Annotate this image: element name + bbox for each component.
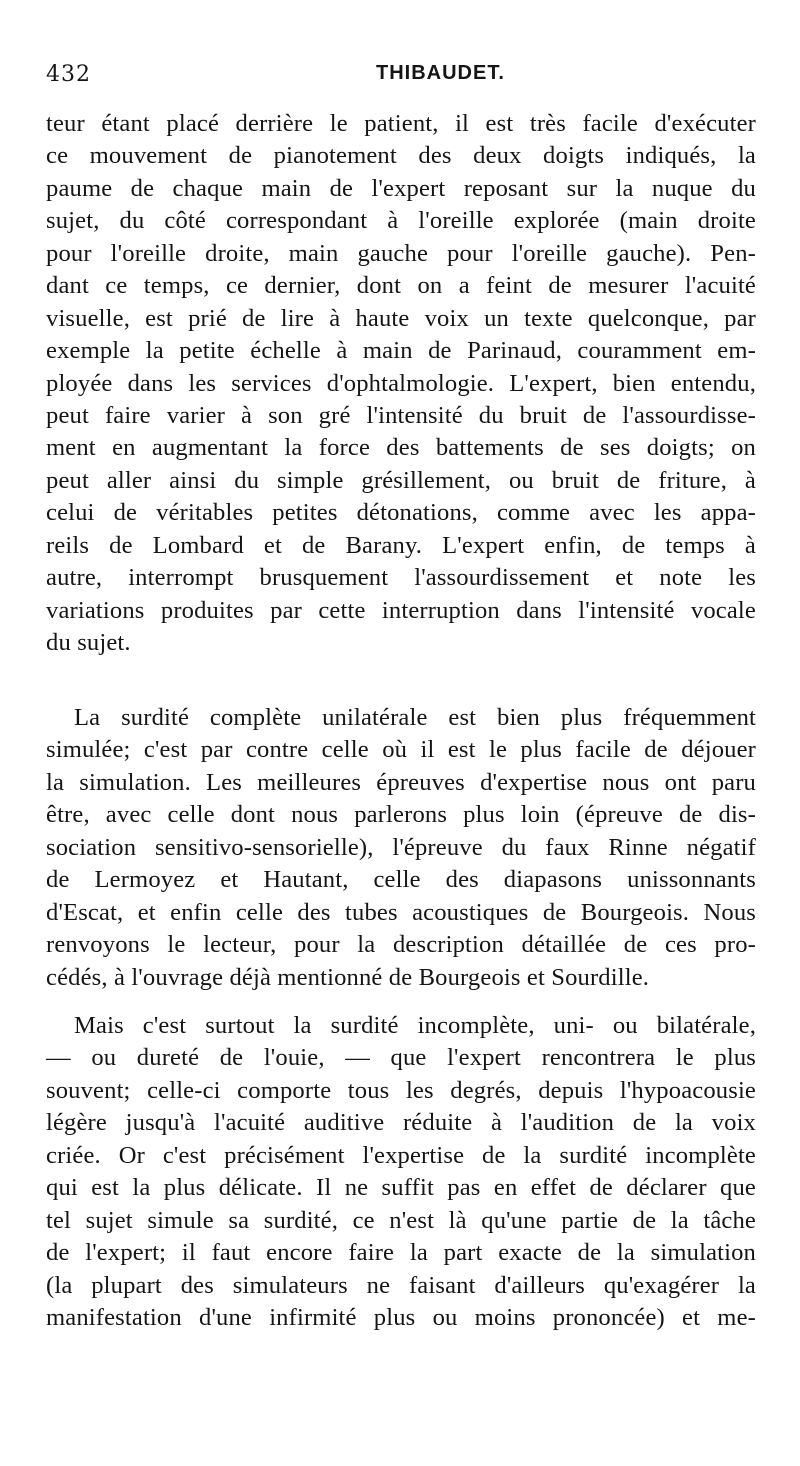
text-line: teur étant placé derrière le patient, il est très facile d'exécuter bbox=[46, 110, 756, 137]
text-line: renvoyons le lecteur, pour la description détaillée de ces pro- bbox=[46, 931, 756, 959]
text-line: du sujet. bbox=[46, 629, 131, 656]
text-line: La surdité complète unilatérale est bien plus fréquemment bbox=[74, 704, 756, 731]
text-line: peut aller ainsi du simple grésillement, ou bruit de friture, à bbox=[46, 466, 756, 494]
running-head: THIBAUDET. bbox=[376, 62, 505, 84]
text-line: — ou dureté de l'ouie, — que l'expert rencontrera le plus bbox=[46, 1044, 756, 1072]
page-number: 432 bbox=[46, 62, 91, 87]
text-line: être, avec celle dont nous parlerons plus loin (épreuve de dis- bbox=[46, 801, 756, 829]
text-line: simulée; c'est par contre celle où il est le plus facile de déjouer bbox=[46, 736, 756, 764]
paragraph-1 bbox=[46, 108, 756, 659]
paragraph-3 bbox=[46, 1010, 756, 1334]
text-line: criée. Or c'est précisément l'expertise de la surdité incomplète bbox=[46, 1141, 756, 1169]
text-line: visuelle, est prié de lire à haute voix un texte quelconque, par bbox=[46, 304, 756, 332]
text-line: sociation sensitivo-sensorielle), l'épreuve du faux Rinne négatif bbox=[46, 833, 756, 861]
text-line: autre, interrompt brusquement l'assourdissement et note les bbox=[46, 564, 756, 592]
text-line: reils de Lombard et de Barany. L'expert enfin, de temps à bbox=[46, 531, 756, 559]
text-line: ployée dans les services d'ophtalmologie. L'expert, bien entendu, bbox=[46, 369, 756, 397]
text-line: Mais c'est surtout la surdité incomplète, uni- ou bilatérale, bbox=[74, 1012, 756, 1039]
text-line: ce mouvement de pianotement des deux doigts indiqués, la bbox=[46, 142, 756, 170]
text-line: variations produites par cette interruption dans l'intensité vocale bbox=[46, 596, 756, 624]
text-line: tel sujet simule sa surdité, ce n'est là qu'une partie de la tâche bbox=[46, 1206, 756, 1234]
text-line: souvent; celle-ci comporte tous les degrés, depuis l'hypoacousie bbox=[46, 1076, 756, 1104]
text-line: ment en augmentant la force des battements de ses doigts; on bbox=[46, 434, 756, 462]
text-line: dant ce temps, ce dernier, dont on a feint de mesurer l'acuité bbox=[46, 272, 756, 300]
text-line: celui de véritables petites détonations, comme avec les appa- bbox=[46, 499, 756, 527]
text-line: légère jusqu'à l'acuité auditive réduite à l'audition de la voix bbox=[46, 1109, 756, 1137]
text-line: pour l'oreille droite, main gauche pour l'oreille gauche). Pen- bbox=[46, 239, 756, 267]
text-line: peut faire varier à son gré l'intensité du bruit de l'assourdisse- bbox=[46, 401, 756, 429]
page-header bbox=[46, 62, 756, 96]
text-line: cédés, à l'ouvrage déjà mentionné de Bourgeois et Sourdille. bbox=[46, 963, 650, 991]
text-line: d'Escat, et enfin celle des tubes acoustiques de Bourgeois. Nous bbox=[46, 898, 756, 926]
text-line: qui est la plus délicate. Il ne suffit pas en effet de déclarer que bbox=[46, 1174, 756, 1202]
text-line: (la plupart des simulateurs ne faisant d'ailleurs qu'exagérer la bbox=[46, 1271, 756, 1299]
text-line: la simulation. Les meilleures épreuves d'expertise nous ont paru bbox=[46, 768, 756, 796]
text-line: sujet, du côté correspondant à l'oreille explorée (main droite bbox=[46, 207, 756, 235]
text-line: de l'expert; il faut encore faire la part exacte de la simulation bbox=[46, 1239, 756, 1267]
text-line: de Lermoyez et Hautant, celle des diapasons unissonnants bbox=[46, 866, 756, 894]
text-line: paume de chaque main de l'expert reposant sur la nuque du bbox=[46, 174, 756, 202]
paragraph-2 bbox=[46, 702, 756, 994]
text-line: exemple la petite échelle à main de Parinaud, couramment em- bbox=[46, 337, 756, 365]
text-line: manifestation d'une infirmité plus ou moins prononcée) et me- bbox=[46, 1303, 756, 1331]
